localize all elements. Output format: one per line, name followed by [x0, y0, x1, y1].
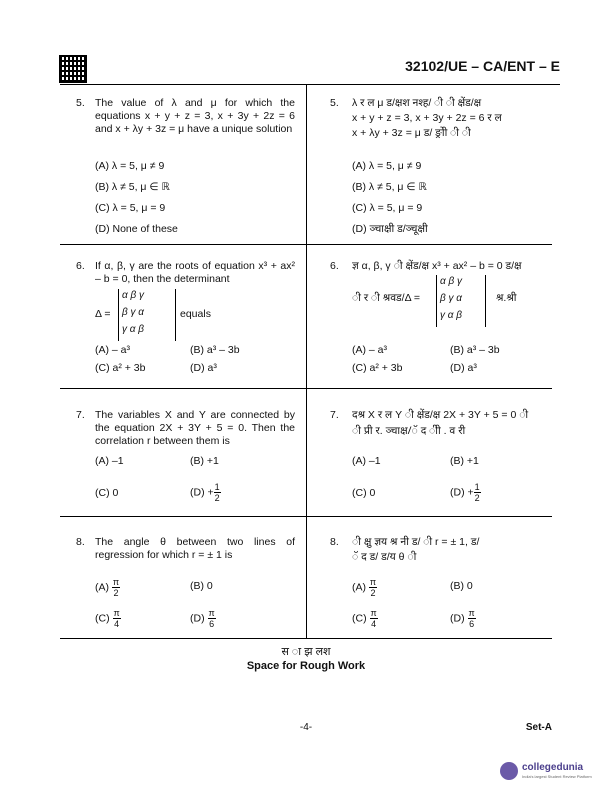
option-c: (C) a² + 3b: [95, 362, 146, 374]
qr-code: [60, 56, 86, 82]
divider: [60, 516, 306, 517]
option-c: (C) $\frac{\pi}{4}$: [95, 608, 120, 629]
collegedunia-logo: collegedunia India's largest Student Review Platform: [500, 760, 600, 784]
option-b: (B) a³ – 3b: [450, 344, 500, 356]
option-c: (C) 0: [352, 487, 376, 499]
option-d: (D) $\frac{\pi}{6}$: [190, 608, 215, 629]
option-a: (A) λ = 5, μ ≠ 9: [352, 160, 422, 172]
divider: [60, 638, 552, 639]
option-b: (B) 0: [190, 580, 213, 592]
divider: [60, 388, 306, 389]
determinant: α β γ β γ α γ α β: [436, 275, 486, 327]
divider: [306, 516, 552, 517]
paper-code: 32102/UE – CA/ENT – E: [405, 58, 560, 74]
option-d: (D) a³: [190, 362, 217, 374]
determinant: α β γ β γ α γ α β: [118, 289, 176, 341]
option-c: (C) $\frac{\pi}{4}$: [352, 608, 377, 629]
option-b: (B) λ ≠ 5, μ ∈ ℝ: [95, 181, 170, 193]
option-b: (B) a³ – 3b: [190, 344, 240, 356]
option-c: (C) λ = 5, μ = 9: [352, 202, 423, 214]
set-label: Set-A: [525, 722, 552, 733]
page-number: -4-: [299, 722, 313, 733]
option-d: (D) ञ्चाक्षी ड/ञ्चूक्षी: [352, 223, 428, 235]
option-d: (D) $\frac{\pi}{6}$: [450, 608, 475, 629]
option-b: (B) λ ≠ 5, μ ∈ ℝ: [352, 181, 427, 193]
option-a: (A) – a³: [352, 344, 388, 356]
mascot-icon: [500, 762, 518, 780]
top-divider: [60, 84, 560, 85]
option-a: (A) λ = 5, μ ≠ 9: [95, 160, 165, 172]
option-d: (D) + $\frac{1}{2}$: [190, 482, 220, 503]
option-c: (C) a² + 3b: [352, 362, 403, 374]
option-a: (A) – a³: [95, 344, 131, 356]
option-a: (A) –1: [95, 455, 124, 467]
option-d: (D) a³: [450, 362, 477, 374]
divider: [306, 244, 552, 245]
option-d: (D) + $\frac{1}{2}$: [450, 482, 480, 503]
option-c: (C) λ = 5, μ = 9: [95, 202, 166, 214]
option-c: (C) 0: [95, 487, 119, 499]
divider: [60, 244, 306, 245]
option-a: (A) –1: [352, 455, 381, 467]
option-b: (B) 0: [450, 580, 473, 592]
option-d: (D) None of these: [95, 223, 178, 235]
option-b: (B) +1: [190, 455, 219, 467]
option-a: (A) $\frac{\pi}{2}$: [95, 577, 120, 598]
divider: [306, 388, 552, 389]
option-b: (B) +1: [450, 455, 479, 467]
column-divider: [306, 84, 307, 638]
rough-work-label: Space for Rough Work: [246, 660, 366, 672]
option-a: (A) $\frac{\pi}{2}$: [352, 577, 377, 598]
rough-work-hindi: स ा झ लश: [281, 646, 331, 658]
